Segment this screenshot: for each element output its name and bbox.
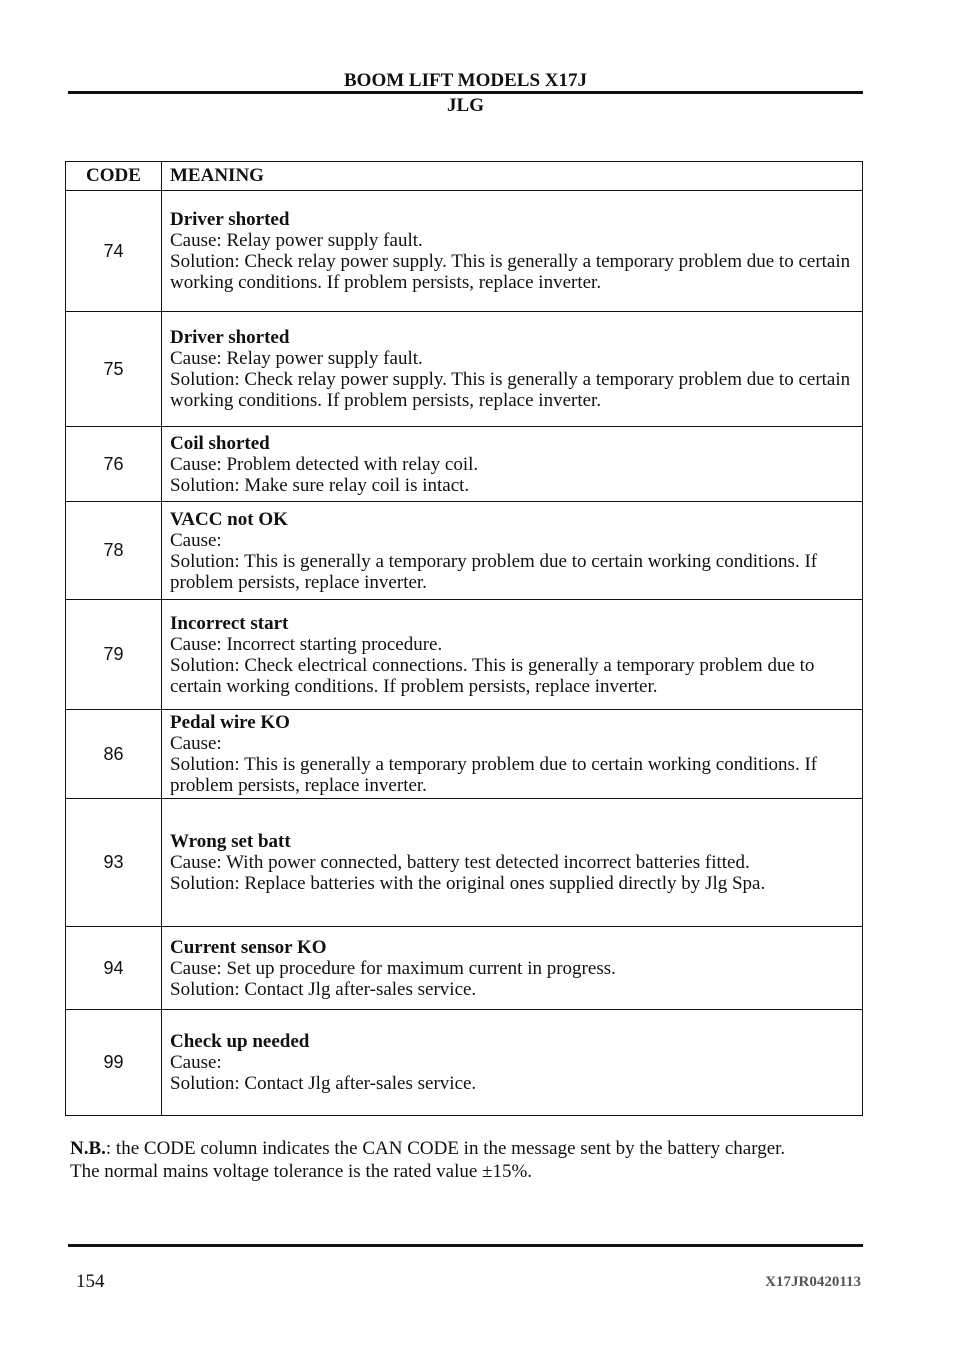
row-meaning bbox=[162, 191, 863, 312]
fault-title: Check up needed bbox=[170, 1031, 310, 1052]
row-meaning bbox=[162, 710, 863, 799]
fault-solution: Solution: This is generally a temporary problem due to certain working conditions. If problem persists, replace inverter. bbox=[170, 550, 818, 593]
fault-solution: Solution: Contact Jlg after-sales service. bbox=[170, 1073, 477, 1094]
row-code: 75 bbox=[66, 312, 162, 427]
fault-cause: Cause: Relay power supply fault. bbox=[170, 230, 423, 251]
footnote-line-1 bbox=[70, 1137, 870, 1160]
fault-solution: Solution: Check relay power supply. This is generally a temporary problem due to certain working conditions. If problem persists, replace inverter. bbox=[170, 251, 851, 293]
row-meaning bbox=[162, 600, 863, 710]
fault-title: Pedal wire KO bbox=[170, 712, 290, 733]
document-subtitle: JLG bbox=[447, 95, 484, 116]
header-divider bbox=[68, 91, 863, 94]
row-code: 86 bbox=[66, 710, 162, 799]
fault-cause: Cause: Incorrect starting procedure. bbox=[170, 633, 443, 655]
fault-solution: Solution: Check relay power supply. This is generally a temporary problem due to certain working conditions. If problem persists, replace inverter. bbox=[170, 369, 851, 411]
row-meaning bbox=[162, 927, 863, 1010]
fault-title: Wrong set batt bbox=[170, 831, 291, 852]
table-row bbox=[66, 799, 863, 927]
column-header-meaning: MEANING bbox=[162, 162, 863, 191]
fault-solution: Solution: Contact Jlg after-sales service. bbox=[170, 978, 477, 1000]
fault-cause: Cause: bbox=[170, 1052, 222, 1073]
row-code: 94 bbox=[66, 927, 162, 1010]
table-row bbox=[66, 600, 863, 710]
row-code: 93 bbox=[66, 799, 162, 927]
footnote-text: : the CODE column indicates the CAN CODE in the message sent by the battery charger. bbox=[105, 1138, 786, 1159]
fault-title: Driver shorted bbox=[170, 209, 290, 230]
fault-title: Driver shorted bbox=[170, 327, 290, 348]
column-header-code: CODE bbox=[66, 162, 162, 191]
row-meaning bbox=[162, 799, 863, 927]
row-code: 74 bbox=[66, 191, 162, 312]
table-row bbox=[66, 427, 863, 502]
fault-title: Current sensor KO bbox=[170, 936, 327, 958]
document-code: X17JR0420113 bbox=[765, 1274, 861, 1290]
row-code: 76 bbox=[66, 427, 162, 502]
fault-cause: Cause: With power connected, battery test detected incorrect batteries fitted. bbox=[170, 852, 750, 873]
table-header-row bbox=[66, 162, 863, 191]
row-meaning bbox=[162, 502, 863, 600]
fault-cause: Cause: Set up procedure for maximum current in progress. bbox=[170, 957, 616, 979]
row-code: 99 bbox=[66, 1010, 162, 1116]
fault-title: VACC not OK bbox=[170, 508, 288, 530]
table-row bbox=[66, 710, 863, 799]
fault-cause: Cause: bbox=[170, 529, 222, 551]
fault-solution: Solution: Check electrical connections. This is generally a temporary problem due to certain working conditions. If problem persists, replace inverter. bbox=[170, 654, 815, 697]
document-title: BOOM LIFT MODELS X17J bbox=[344, 70, 587, 91]
table-row bbox=[66, 502, 863, 600]
table-row bbox=[66, 927, 863, 1010]
table-row bbox=[66, 312, 863, 427]
row-meaning bbox=[162, 427, 863, 502]
row-code: 78 bbox=[66, 502, 162, 600]
fault-cause: Cause: bbox=[170, 733, 222, 754]
table-row bbox=[66, 1010, 863, 1116]
fault-solution: Solution: This is generally a temporary problem due to certain working conditions. If problem persists, replace inverter. bbox=[170, 754, 818, 796]
fault-title: Coil shorted bbox=[170, 432, 270, 454]
row-meaning bbox=[162, 312, 863, 427]
fault-solution: Solution: Make sure relay coil is intact. bbox=[170, 474, 470, 496]
footer-divider bbox=[68, 1244, 863, 1247]
fault-solution: Solution: Replace batteries with the original ones supplied directly by Jlg Spa. bbox=[170, 873, 766, 894]
page-number: 154 bbox=[76, 1271, 105, 1292]
footnote-label: N.B. bbox=[70, 1138, 106, 1159]
footnote bbox=[70, 1137, 870, 1183]
error-code-table bbox=[65, 161, 863, 1116]
footnote-line-2: The normal mains voltage tolerance is the rated value ±15%. bbox=[70, 1161, 533, 1182]
row-code: 79 bbox=[66, 600, 162, 710]
fault-cause: Cause: Relay power supply fault. bbox=[170, 348, 423, 369]
fault-cause: Cause: Problem detected with relay coil. bbox=[170, 453, 479, 475]
fault-title: Incorrect start bbox=[170, 612, 289, 634]
table-row bbox=[66, 191, 863, 312]
row-meaning bbox=[162, 1010, 863, 1116]
